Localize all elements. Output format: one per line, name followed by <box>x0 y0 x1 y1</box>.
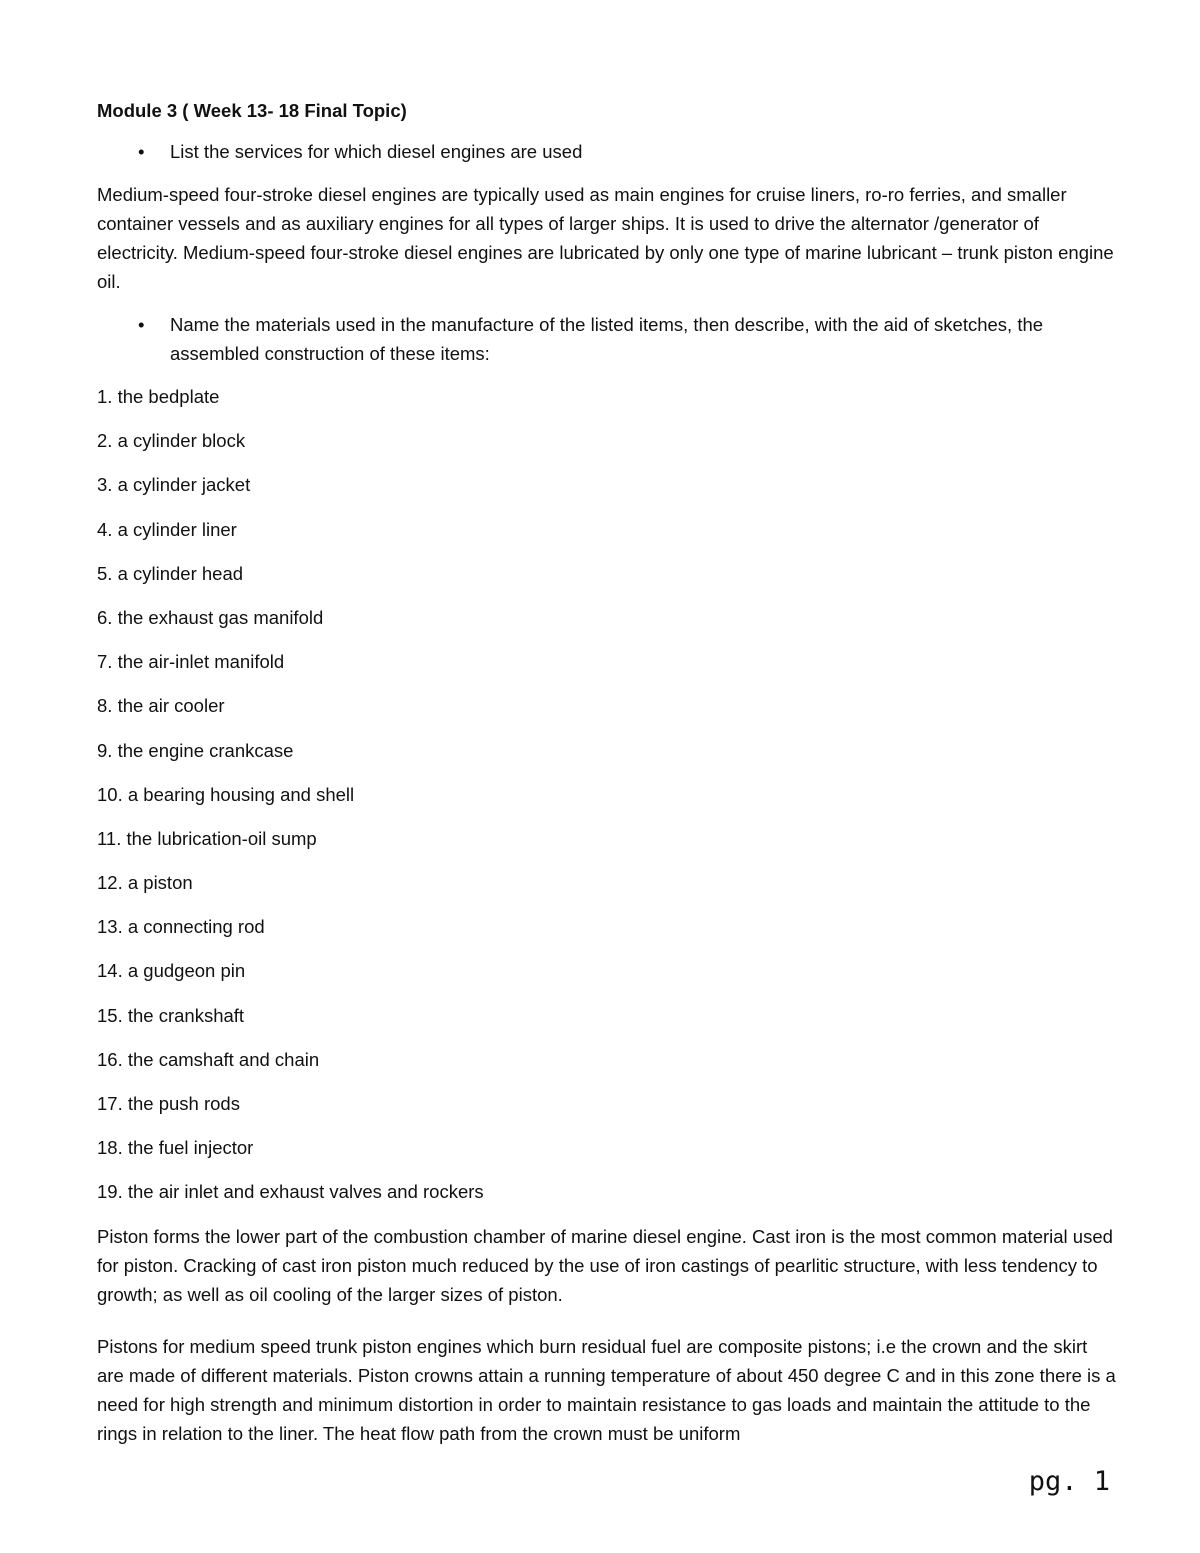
page-number: pg. 1 <box>1028 1466 1110 1497</box>
list-item: 13. a connecting rod <box>97 916 265 938</box>
paragraph-composite-pistons: Pistons for medium speed trunk piston engines which burn residual fuel are composite pistons; i.e the crown and the skirt are made of different materials. Piston crowns attain a running temperature of about 450 degree C and in this zone there is a need for high strength and minimum distortion in order to maintain resistance to gas loads and maintain the attitude to the rings in relation to the liner. The heat flow path from the crown must be uniform <box>97 1335 1116 1444</box>
bullet-dot-icon: • <box>138 141 145 162</box>
list-item: 11. the lubrication-oil sump <box>97 827 317 849</box>
list-item: 6. the exhaust gas manifold <box>97 606 324 628</box>
paragraph-engine-usage: Medium-speed four-stroke diesel engines are typically used as main engines for cruise liners, ro-ro ferries, and smaller container vessels and as auxiliary engines for all types of larger ships. It is used to drive the alternator /generator of electricity. Medium-speed four-stroke diesel engines are lubricated by only one type of marine lubricant – trunk piston engine oil. <box>97 184 1114 292</box>
list-item: 8. the air cooler <box>97 695 225 717</box>
list-item: 2. a cylinder block <box>97 430 246 452</box>
bullet-materials <box>97 310 1117 368</box>
list-item: 18. the fuel injector <box>97 1137 254 1159</box>
list-item: 12. a piston <box>97 872 193 894</box>
list-item: 19. the air inlet and exhaust valves and rockers <box>97 1181 484 1203</box>
list-item: 17. the push rods <box>97 1093 240 1114</box>
list-item: 7. the air-inlet manifold <box>97 651 285 673</box>
paragraph-piston-material: Piston forms the lower part of the combustion chamber of marine diesel engine. Cast iron is the most common material used for piston. Cracking of cast iron piston much reduced by the use of iron castings of pearlitic structure, with less tendency to growth; as well as oil cooling of the larger sizes of piston. <box>97 1225 1113 1305</box>
bullet-materials-text: Name the materials used in the manufacture of the listed items, then describe, with the aid of sketches, the assembled construction of these items: <box>170 314 1044 364</box>
list-item: 4. a cylinder liner <box>97 518 237 540</box>
bullet-dot-icon: • <box>138 314 145 335</box>
module-title: Module 3 ( Week 13- 18 Final Topic) <box>97 100 407 121</box>
list-item: 15. the crankshaft <box>97 1004 245 1026</box>
list-item: 10. a bearing housing and shell <box>97 783 355 805</box>
list-item: 14. a gudgeon pin <box>97 960 246 982</box>
list-item: 1. the bedplate <box>97 386 220 407</box>
list-item: 16. the camshaft and chain <box>97 1048 320 1070</box>
list-item: 9. the engine crankcase <box>97 739 294 761</box>
bullet-services-text: List the services for which diesel engines are used <box>170 141 583 162</box>
engine-items-list <box>97 382 1117 1206</box>
list-item: 5. a cylinder head <box>97 562 244 584</box>
list-item: 3. a cylinder jacket <box>97 474 251 496</box>
bullet-services <box>97 137 1117 166</box>
document-page <box>97 96 1117 1462</box>
